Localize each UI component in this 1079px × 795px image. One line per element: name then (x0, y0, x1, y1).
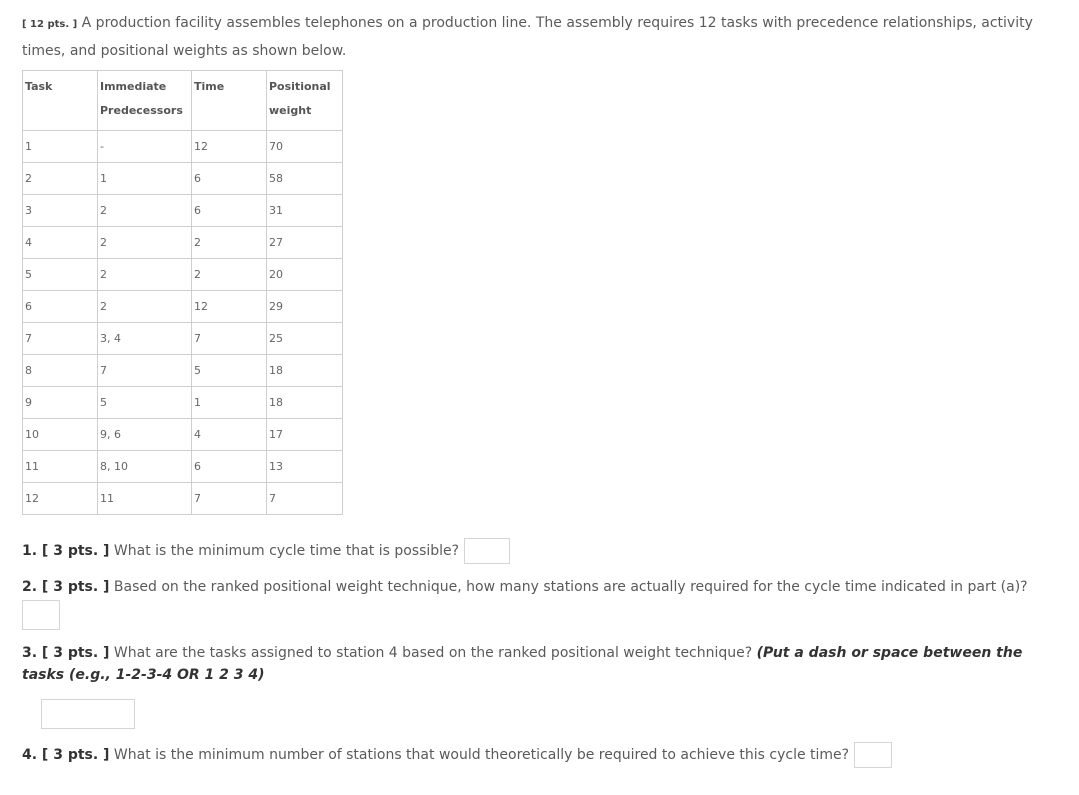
cell-pw: 27 (267, 227, 343, 259)
cell-time: 6 (192, 195, 267, 227)
question-2 (22, 576, 1072, 598)
cell-time: 2 (192, 227, 267, 259)
header-predecessors (98, 71, 192, 131)
cell-time: 4 (192, 419, 267, 451)
q1-answer-input[interactable] (464, 538, 510, 564)
cell-task: 2 (23, 163, 98, 195)
q2-text: Based on the ranked positional weight technique, how many stations are actually required for the cycle time indicated in part (a)? (109, 579, 1028, 595)
cell-task: 9 (23, 387, 98, 419)
cell-pred: 2 (98, 195, 192, 227)
table-row (23, 163, 343, 195)
cell-pred: 2 (98, 259, 192, 291)
q2-answer-input[interactable] (22, 600, 60, 630)
header-pw-line1: Positional (269, 80, 331, 93)
table-row (23, 131, 343, 163)
cell-pred: 9, 6 (98, 419, 192, 451)
cell-time: 7 (192, 483, 267, 515)
cell-pred: 5 (98, 387, 192, 419)
q4-text: What is the minimum number of stations that would theoretically be required to achieve this cycle time? (109, 747, 850, 763)
cell-pred: - (98, 131, 192, 163)
q3-text: What are the tasks assigned to station 4 based on the ranked positional weight technique? (109, 645, 757, 661)
task-table (22, 70, 343, 515)
cell-time: 5 (192, 355, 267, 387)
header-time: Time (192, 71, 267, 131)
cell-pw: 58 (267, 163, 343, 195)
cell-task: 8 (23, 355, 98, 387)
q4-answer-input[interactable] (854, 742, 892, 768)
question-1 (22, 538, 510, 564)
cell-task: 4 (23, 227, 98, 259)
cell-pred: 3, 4 (98, 323, 192, 355)
table-row (23, 259, 343, 291)
cell-pw: 70 (267, 131, 343, 163)
cell-task: 1 (23, 131, 98, 163)
q3-number: 3. [ 3 pts. ] (22, 645, 110, 661)
cell-task: 10 (23, 419, 98, 451)
cell-pred: 11 (98, 483, 192, 515)
header-task: Task (23, 71, 98, 131)
table-header-row (23, 71, 343, 131)
table-row (23, 227, 343, 259)
q2-number: 2. [ 3 pts. ] (22, 579, 110, 595)
question-4 (22, 742, 892, 768)
table-row (23, 355, 343, 387)
cell-time: 6 (192, 163, 267, 195)
header-positional-weight (267, 71, 343, 131)
cell-task: 3 (23, 195, 98, 227)
table-row (23, 483, 343, 515)
cell-pred: 7 (98, 355, 192, 387)
cell-pred: 8, 10 (98, 451, 192, 483)
table-row (23, 323, 343, 355)
cell-task: 6 (23, 291, 98, 323)
cell-task: 11 (23, 451, 98, 483)
cell-pw: 17 (267, 419, 343, 451)
intro-text: A production facility assembles telephones on a production line. The assembly requires 12 tasks with precedence relationships, activity times, and positional weights as shown below. (22, 15, 1033, 59)
cell-pw: 13 (267, 451, 343, 483)
cell-pw: 18 (267, 387, 343, 419)
q1-number: 1. [ 3 pts. ] (22, 543, 110, 559)
cell-pw: 25 (267, 323, 343, 355)
cell-pw: 31 (267, 195, 343, 227)
cell-pred: 1 (98, 163, 192, 195)
table-row (23, 451, 343, 483)
table-row (23, 291, 343, 323)
cell-time: 6 (192, 451, 267, 483)
header-pred-line1: Immediate (100, 80, 167, 93)
cell-time: 12 (192, 131, 267, 163)
cell-pw: 18 (267, 355, 343, 387)
q4-number: 4. [ 3 pts. ] (22, 747, 110, 763)
question-3 (22, 642, 1062, 686)
header-pred-line2: Predecessors (100, 104, 183, 117)
cell-pred: 2 (98, 291, 192, 323)
table-row (23, 419, 343, 451)
cell-task: 5 (23, 259, 98, 291)
cell-pw: 29 (267, 291, 343, 323)
cell-time: 7 (192, 323, 267, 355)
header-pw-line2: weight (269, 104, 312, 117)
table-row (23, 387, 343, 419)
cell-time: 12 (192, 291, 267, 323)
table-row (23, 195, 343, 227)
cell-time: 1 (192, 387, 267, 419)
cell-pw: 20 (267, 259, 343, 291)
cell-pred: 2 (98, 227, 192, 259)
cell-task: 12 (23, 483, 98, 515)
cell-task: 7 (23, 323, 98, 355)
cell-pw: 7 (267, 483, 343, 515)
q3-instructions: (Put a dash or space between the tasks (e.g., 1-2-3-4 OR 1 2 3 4) (22, 645, 1023, 683)
intro-points: [ 12 pts. ] (22, 19, 78, 30)
problem-intro (22, 10, 1062, 64)
q3-answer-input[interactable] (41, 699, 135, 729)
q1-text: What is the minimum cycle time that is possible? (109, 543, 460, 559)
cell-time: 2 (192, 259, 267, 291)
